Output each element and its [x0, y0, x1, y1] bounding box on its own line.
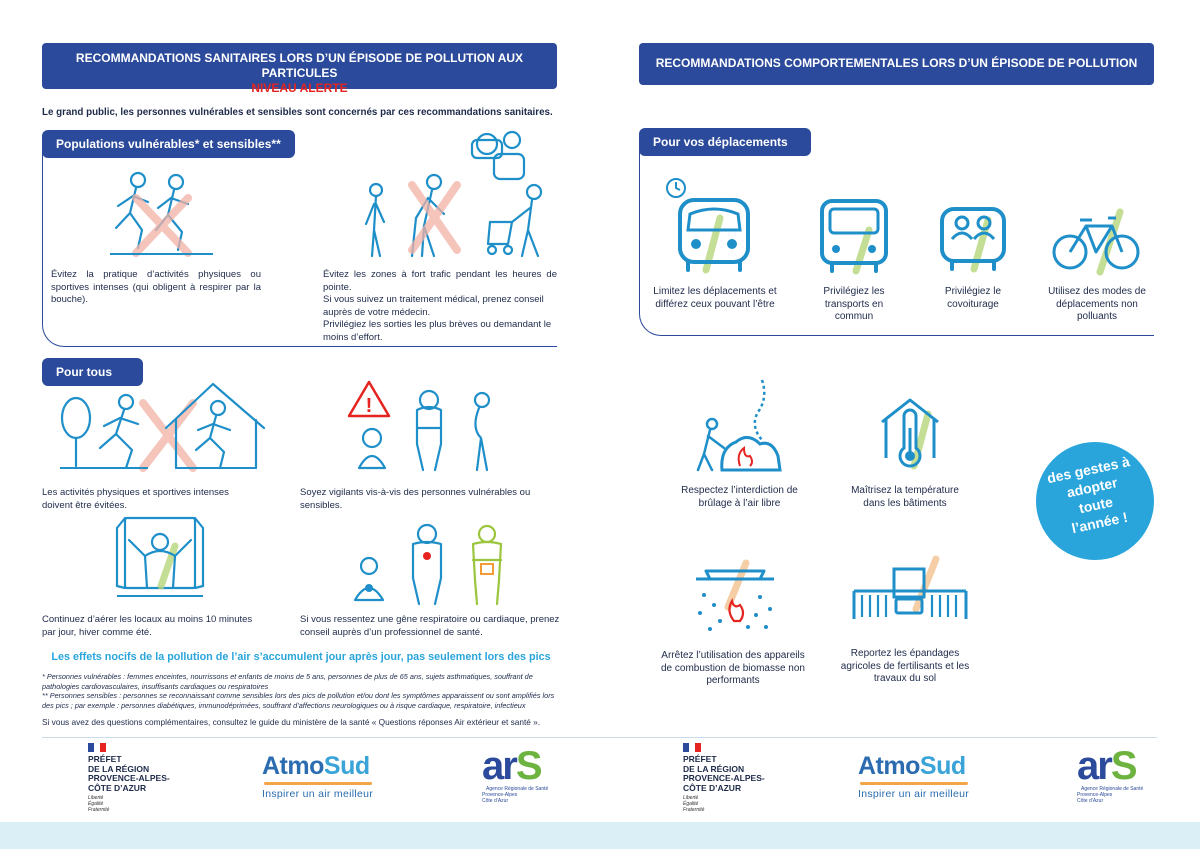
ars-s: S: [515, 744, 541, 788]
travel-text-2: Privilégiez les transports en commun: [823, 286, 885, 322]
marianne-flag-icon: [683, 743, 701, 752]
travel-text-4: Utilisez des modes de déplacements non polluants: [1048, 286, 1146, 322]
motto-1: Liberté: [683, 795, 699, 801]
bicycle-icon: [1050, 208, 1142, 278]
atmosud-tagline: Inspirer un air meilleur: [858, 788, 970, 800]
vuln-text-2a: Évitez les zones à fort trafic pendant les heures de pointe.: [323, 269, 557, 293]
prefet-line-1: PRÉFET: [683, 754, 717, 764]
year-round-badge: [1025, 431, 1165, 571]
highlight-text: Les effets nocifs de la pollution de l’air s’accumulent jour après jour, pas seulement lors des pics: [51, 651, 551, 663]
travel-text-3: Privilégiez le covoiturage: [944, 286, 1002, 310]
left-title-box: [42, 43, 557, 95]
carpooling-icon: [938, 195, 1008, 275]
biomass-stove-icon: [690, 555, 780, 637]
open-burning-icon: [692, 378, 787, 473]
alert-level: NIVEAU ALERTE: [251, 81, 348, 95]
ars-sub-1: Agence Régionale de Santé: [486, 786, 549, 792]
atmosud-swoosh: [860, 782, 968, 785]
atmosud-sud: Sud: [919, 752, 966, 780]
vulnerable-people-warning-icon: [347, 378, 507, 474]
car-clock-icon: [660, 178, 755, 273]
ars-sub-2: Provence-Alpes: [1077, 792, 1113, 798]
behav-text-1: Respectez l’interdiction de brûlage à l’air libre: [681, 485, 798, 509]
all-text-1: Les activités physiques et sportives intenses doivent être évitées.: [42, 487, 229, 511]
prefet-line-3: PROVENCE-ALPES-: [683, 773, 765, 783]
left-title: RECOMMANDATIONS SANITAIRES LORS D’UN ÉPISODE DE POLLUTION AUX PARTICULES: [75, 51, 524, 80]
tab-travel: Pour vos déplacements: [639, 128, 811, 156]
footnote-sensitive: ** Personnes sensibles : personnes se reconnaissant comme sensibles lors des pics de pollution et/ou dont les symptômes apparaissent ou sont amplifiés lors des pics ; par exemple : personnes diabétiques, immunodéprimées, souffrant d’affections neurologiques ou à risque cardiaque, respiratoire, infectieux: [42, 691, 555, 710]
ars-ar: ar: [1077, 744, 1111, 788]
prefet-line-4: CÔTE D’AZUR: [683, 782, 742, 793]
footer-band: [0, 822, 1200, 849]
ars-sub-2: Provence-Alpes: [482, 792, 518, 798]
all-text-4: Si vous ressentez une gêne respiratoire ou cardiaque, prenez conseil auprès d’un professionnel de santé.: [300, 614, 560, 638]
footer-divider: [42, 737, 1157, 738]
atmosud-logo-right: [858, 752, 978, 800]
traffic-pedestrians-icon: [362, 130, 557, 260]
year-round-badge-text: des gestes à adopter toute l’année !: [1045, 453, 1132, 537]
all-text-3: Continuez d’aérer les locaux au moins 10 minutes par jour, hiver comme été.: [42, 614, 253, 638]
motto-2: Égalité: [88, 801, 104, 807]
behav-text-4: Reportez les épandages agricoles de fertilisants et les travaux du sol: [840, 648, 970, 684]
ars-sub-1: Agence Régionale de Santé: [1081, 786, 1144, 792]
window-airing-icon: [115, 516, 205, 602]
atmosud-wordmark: [262, 752, 382, 781]
marianne-flag-icon: [88, 743, 106, 752]
agricultural-tractor-icon: [850, 555, 970, 627]
vuln-text-2c: Privilégiez les sorties les plus brèves ou demandant le moins d’effort.: [323, 319, 552, 343]
right-title-box: [639, 43, 1154, 85]
ars-sub-3: Côte d’Azur: [482, 798, 509, 804]
vuln-text-2b: Si vous suivez un traitement médical, prenez conseil auprès de votre médecin.: [323, 294, 544, 318]
tab-all: Pour tous: [42, 358, 143, 386]
guide-text: Si vous avez des questions complémentaires, consultez le guide du ministère de la santé « Questions réponses Air extérieur et santé ».: [42, 717, 541, 727]
ars-s: S: [1110, 744, 1136, 788]
ars-logo-right: [1077, 746, 1157, 804]
atmosud-atmo: Atmo: [858, 752, 920, 780]
vuln-text-1: Évitez la pratique d’activités physiques ou sportives intenses (qui obligent à respirer par la bouche).: [51, 269, 261, 305]
prefet-line-3: PROVENCE-ALPES-: [88, 773, 170, 783]
motto-3: Fraternité: [683, 807, 705, 813]
all-text-2: Soyez vigilants vis-à-vis des personnes vulnérables ou sensibles.: [300, 487, 531, 511]
atmosud-atmo: Atmo: [262, 752, 324, 780]
travel-text-1: Limitez les déplacements et différez ceux pouvant l’être: [653, 286, 777, 310]
ars-sub-3: Côte d’Azur: [1077, 798, 1104, 804]
runners-crossed-icon: [108, 168, 218, 260]
behav-text-3: Arrêtez l’utilisation des appareils de combustion de biomasse non performants: [661, 650, 805, 686]
prefet-line-2: DE LA RÉGION: [88, 763, 150, 774]
motto-1: Liberté: [88, 795, 104, 801]
footnote-vulnerable: * Personnes vulnérables : femmes enceintes, nourrissons et enfants de moins de 5 ans, personnes de plus de 65 ans, sujets asthmatiques, souffrant de pathologies cardiovasculaires, insuffisants cardiaques ou respiratoires: [42, 672, 533, 691]
motto-2: Égalité: [683, 801, 699, 807]
prefet-logo-right: [683, 743, 783, 813]
outdoor-vs-indoor-sport-icon: [58, 378, 270, 474]
prefet-line-2: DE LA RÉGION: [683, 763, 745, 774]
intro-text: Le grand public, les personnes vulnérables et sensibles sont concernés par ces recommandations sanitaires.: [42, 107, 553, 118]
thermometer-house-icon: [878, 396, 942, 474]
prefet-line-4: CÔTE D’AZUR: [88, 782, 147, 793]
respiratory-discomfort-icon: [347, 520, 522, 606]
ars-ar: ar: [482, 744, 516, 788]
ars-wordmark: [482, 746, 562, 786]
atmosud-logo-left: [262, 752, 382, 800]
motto-3: Fraternité: [88, 807, 110, 813]
right-title: RECOMMANDATIONS COMPORTEMENTALES LORS D’UN ÉPISODE DE POLLUTION: [655, 56, 1138, 70]
bus-icon: [814, 195, 894, 275]
atmosud-swoosh: [264, 782, 372, 785]
prefet-line-1: PRÉFET: [88, 754, 122, 764]
atmosud-sud: Sud: [323, 752, 370, 780]
prefet-logo-left: [88, 743, 188, 813]
svg-text:!: !: [365, 395, 373, 417]
atmosud-tagline: Inspirer un air meilleur: [262, 788, 374, 800]
atmosud-wordmark: [858, 752, 978, 781]
tab-vulnerable: Populations vulnérables* et sensibles**: [42, 130, 295, 158]
ars-wordmark: [1077, 746, 1157, 786]
behav-text-2: Maîtrisez la température dans les bâtiments: [851, 485, 959, 509]
ars-logo-left: [482, 746, 562, 804]
